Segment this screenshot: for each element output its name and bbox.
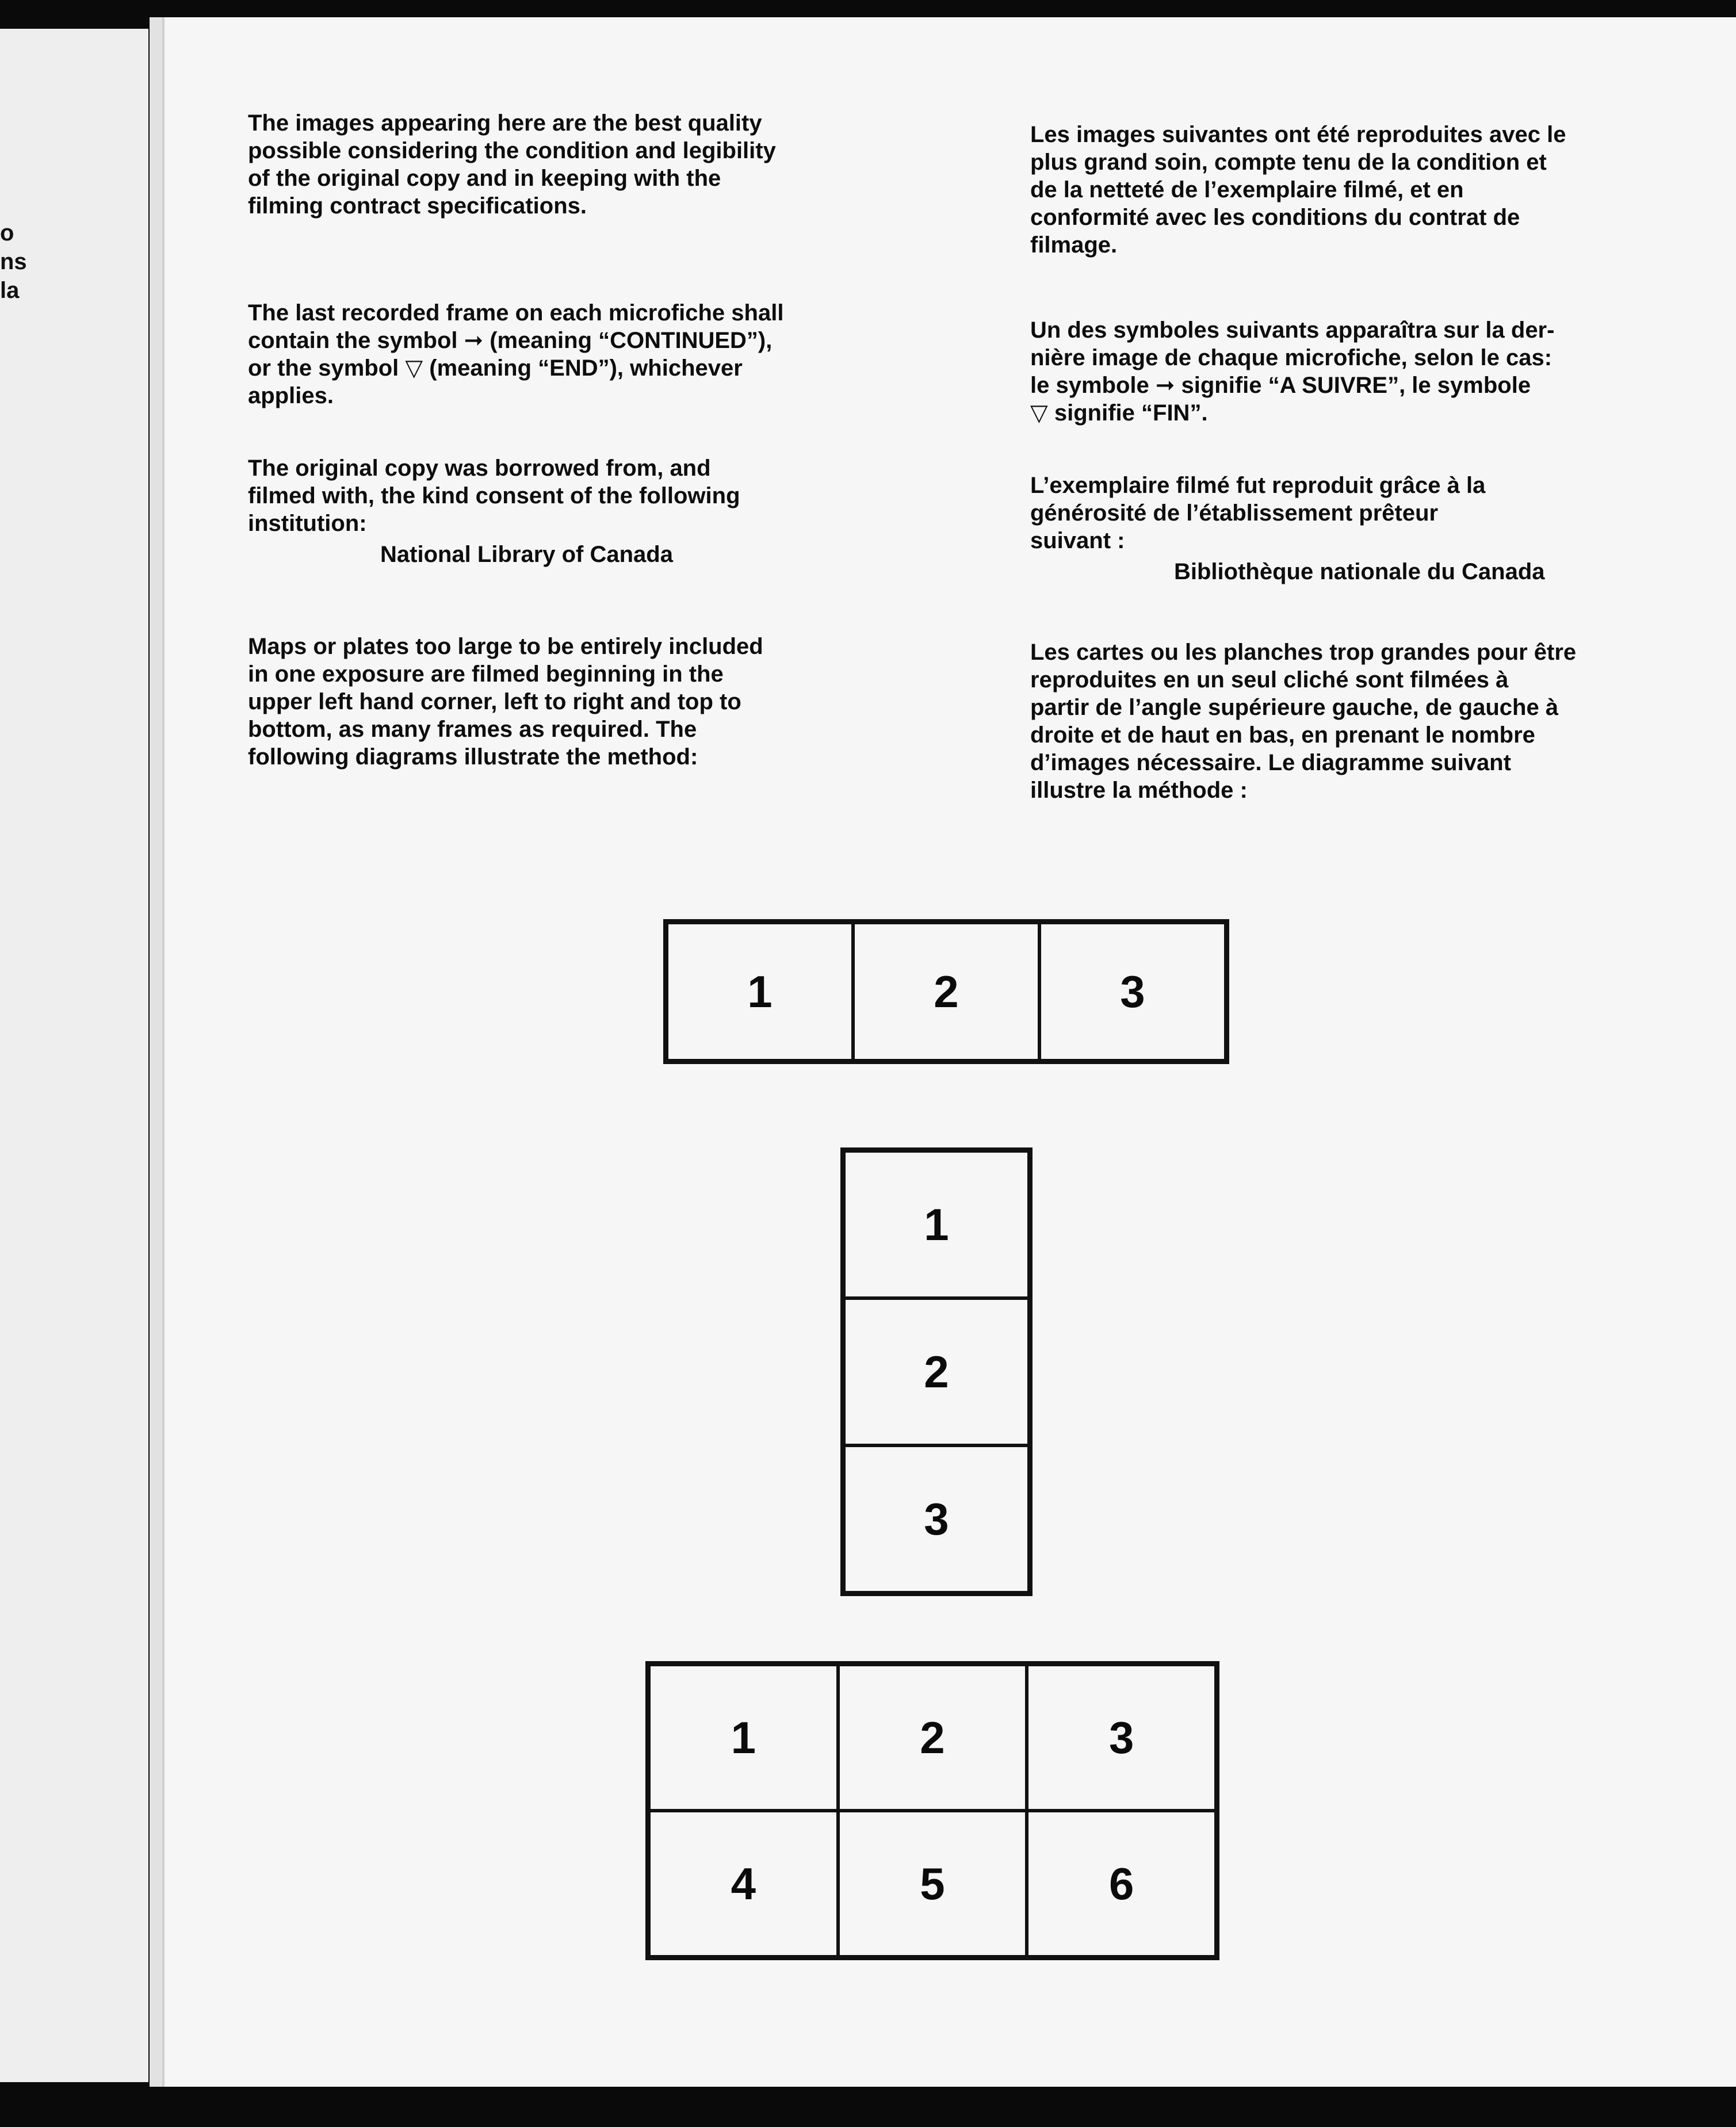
- text-line: plus grand soin, compte tenu de la condition et: [1030, 150, 1547, 175]
- vertical-frames-diagram: [840, 1147, 1033, 1596]
- french-source-paragraph: [1030, 472, 1545, 586]
- text-line: applies.: [248, 383, 334, 408]
- left-fragment-line: o: [0, 220, 14, 246]
- text-line: The images appearing here are the best quality: [248, 110, 762, 136]
- text-line: in one exposure are filmed beginning in the: [248, 661, 724, 687]
- text-line: conformité avec les conditions du contrat de: [1030, 205, 1520, 230]
- frame-cell: 3: [1027, 1665, 1216, 1811]
- text-line: de la netteté de l’exemplaire filmé, et en: [1030, 177, 1464, 202]
- french-symbol-paragraph: [1030, 316, 1554, 427]
- text-line: reproduites en un seul cliché sont filmées à: [1030, 667, 1509, 693]
- text-line: or the symbol ▽ (meaning “END”), whichever: [248, 355, 743, 381]
- left-page-text-fragment: [0, 219, 35, 305]
- frame-cell: 3: [1039, 923, 1226, 1061]
- english-quality-paragraph: [248, 109, 776, 220]
- frame-cell: 1: [844, 1151, 1029, 1298]
- text-line: filmed with, the kind consent of the following: [248, 483, 740, 508]
- text-line: filmage.: [1030, 232, 1118, 258]
- horizontal-frames-diagram: [663, 919, 1229, 1064]
- text-line: générosité de l’établissement prêteur: [1030, 500, 1439, 526]
- french-maps-paragraph: [1030, 638, 1576, 804]
- left-page-edge: [0, 29, 148, 2082]
- frame-cell: 4: [649, 1811, 838, 1957]
- left-fragment-line: ns: [0, 249, 27, 274]
- text-line: institution:: [248, 511, 367, 536]
- english-symbol-paragraph: [248, 299, 783, 410]
- text-line: possible considering the condition and legibility: [248, 138, 776, 163]
- frame-cell: 1: [649, 1665, 838, 1811]
- english-maps-paragraph: [248, 633, 763, 771]
- frame-cell: 2: [844, 1298, 1029, 1445]
- french-quality-paragraph: [1030, 121, 1566, 259]
- text-line: The last recorded frame on each microfiche shall: [248, 300, 784, 326]
- text-line: of the original copy and in keeping with the: [248, 166, 721, 191]
- text-line: partir de l’angle supérieure gauche, de gauche à: [1030, 695, 1559, 720]
- grid-frames-diagram: [645, 1661, 1219, 1960]
- frame-cell: 2: [838, 1665, 1027, 1811]
- text-line: nière image de chaque microfiche, selon le cas:: [1030, 345, 1553, 370]
- frame-cell: 1: [667, 923, 853, 1061]
- frame-cell: 2: [853, 923, 1039, 1061]
- text-line: illustre la méthode :: [1030, 778, 1248, 803]
- frame-cell: 6: [1027, 1811, 1216, 1957]
- text-line: L’exemplaire filmé fut reproduit grâce à la: [1030, 473, 1486, 498]
- frame-cell: 5: [838, 1811, 1027, 1957]
- text-line: Maps or plates too large to be entirely included: [248, 634, 763, 659]
- text-line: le symbole ➞ signifie “A SUIVRE”, le symbole: [1030, 373, 1531, 398]
- institution-name: National Library of Canada: [380, 542, 673, 567]
- text-line: d’images nécessaire. Le diagramme suivant: [1030, 750, 1511, 775]
- text-line: Les cartes ou les planches trop grandes pour être: [1030, 640, 1577, 665]
- text-line: Les images suivantes ont été reproduites avec le: [1030, 122, 1566, 147]
- text-line: bottom, as many frames as required. The: [248, 717, 697, 742]
- text-line: contain the symbol ➞ (meaning “CONTINUED”),: [248, 328, 773, 353]
- institution-name: Bibliothèque nationale du Canada: [1174, 559, 1545, 584]
- text-line: upper left hand corner, left to right and top to: [248, 689, 741, 714]
- english-source-paragraph: [248, 454, 740, 568]
- left-fragment-line: la: [0, 278, 20, 303]
- text-line: ▽ signifie “FIN”.: [1030, 400, 1208, 426]
- text-line: The original copy was borrowed from, and: [248, 456, 711, 481]
- text-line: following diagrams illustrate the method:: [248, 744, 698, 770]
- text-line: suivant :: [1030, 528, 1125, 553]
- microfiche-notice-page: [162, 17, 1736, 2087]
- text-line: filming contract specifications.: [248, 193, 587, 219]
- text-line: droite et de haut en bas, en prenant le nombre: [1030, 722, 1535, 748]
- text-line: Un des symboles suivants apparaîtra sur la der-: [1030, 317, 1555, 343]
- frame-cell: 3: [844, 1445, 1029, 1593]
